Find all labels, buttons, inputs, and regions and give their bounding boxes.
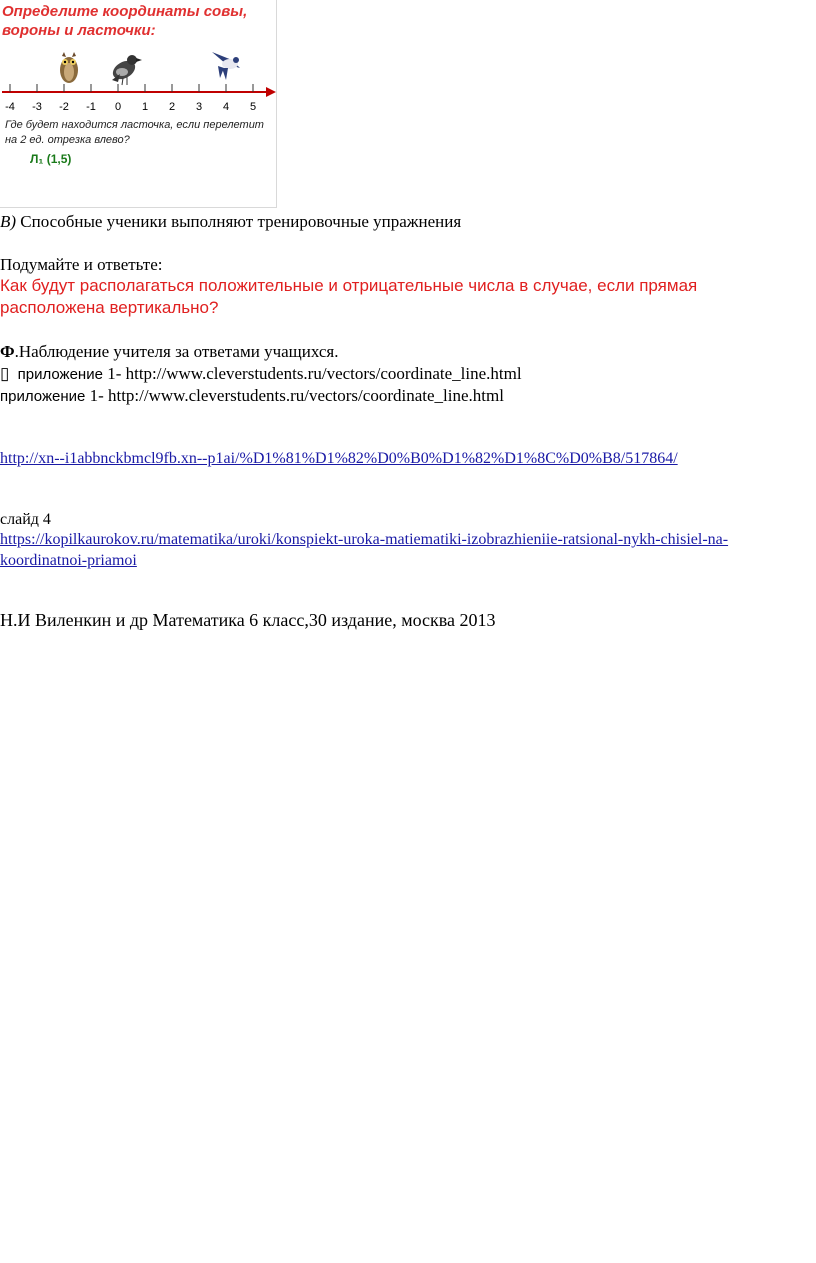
tick-label: -3 (32, 101, 42, 113)
appendix-word1: приложение (17, 366, 103, 383)
owl-icon (60, 52, 78, 83)
feedback-text: .Наблюдение учителя за ответами учащихся. (14, 342, 339, 361)
feedback-label: Ф (0, 342, 15, 361)
feedback-line (0, 341, 338, 362)
bullet-icon: ▯ (0, 364, 10, 383)
slide-ref-label: слайд 4 (0, 511, 51, 528)
reference-text: Н.И Виленкин и др Математика 6 класс,30 издание, москва 2013 (0, 610, 496, 630)
link-xn[interactable]: http://xn--i1abbnckbmcl9fb.xn--p1ai/%D1%81%D1%82%D0%B0%D1%82%D1%8C%D0%B8/517864/ (0, 450, 678, 467)
tick-label: 2 (168, 101, 176, 113)
slide-image (0, 0, 277, 208)
axis-arrow (266, 87, 276, 97)
tick-label: 1 (141, 101, 149, 113)
tick-label: -2 (59, 101, 69, 113)
section-b (0, 211, 461, 232)
tick-label: 5 (249, 101, 257, 113)
slide-title: Определите координаты совы, вороны и ласточки: (2, 3, 248, 39)
tick-label: 0 (114, 101, 122, 113)
think-heading: Подумайте и ответьте: (0, 255, 163, 274)
tick-label: 3 (195, 101, 203, 113)
slide-question: Где будет находится ласточка, если перелетит на 2 ед. отрезка влево? (5, 119, 264, 146)
section-b-text: Способные ученики выполняют тренировочные упражнения (16, 212, 462, 231)
tick-label: -1 (86, 101, 96, 113)
appendix-url2[interactable]: 1- http://www.cleverstudents.ru/vectors/coordinate_line.html (85, 386, 504, 405)
think-question-line1: Как будут располагаться положительные и отрицательные числа в случае, если прямая (0, 276, 698, 295)
appendix-line2 (0, 386, 504, 406)
think-question-line2: расположена вертикально? (0, 298, 219, 317)
tick-label: -4 (5, 101, 15, 113)
link-kopilka-line2[interactable]: koordinatnoi-priamoi (0, 552, 137, 569)
tick-marks (10, 84, 253, 92)
appendix-url1[interactable]: 1- http://www.cleverstudents.ru/vectors/coordinate_line.html (102, 364, 522, 383)
link-kopilka-line1[interactable]: https://kopilkaurokov.ru/matematika/uroki/konspiekt-uroka-matiematiki-izobrazhieniie-ratsional-nykh-chisiel-na- (0, 531, 729, 548)
appendix-line1 (0, 364, 522, 384)
slide-answer: Л₁ (1,5) (30, 152, 72, 166)
tick-label: 4 (222, 101, 230, 113)
crow-icon (110, 55, 142, 85)
appendix-word2: приложение (0, 388, 86, 405)
swallow-icon (212, 52, 240, 80)
section-b-label: В) (0, 212, 17, 231)
